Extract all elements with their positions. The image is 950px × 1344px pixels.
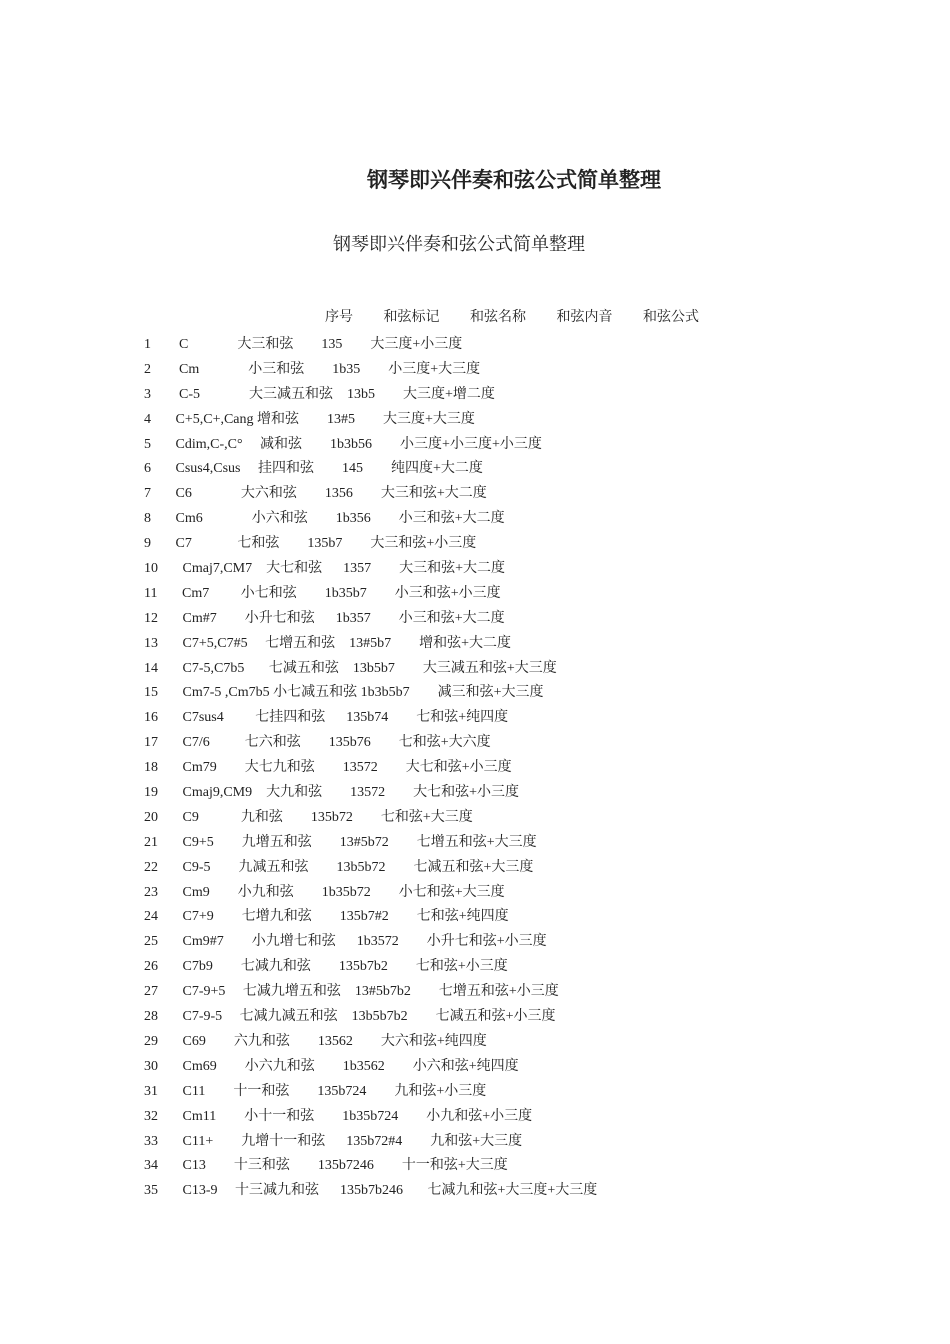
header-chord-symbol: 和弦标记	[383, 310, 440, 325]
table-row: 16 C7sus4 七挂四和弦 135b74 七和弦+纯四度	[144, 710, 509, 726]
table-row: 10 Cmaj7,CM7 大七和弦 1357 大三和弦+大二度	[144, 561, 506, 577]
header-chord-tones: 和弦内音	[556, 310, 613, 325]
table-row: 34 C13 十三和弦 135b7246 十一和弦+大三度	[144, 1158, 508, 1174]
table-row: 18 Cm79 大七九和弦 13572 大七和弦+小三度	[144, 760, 512, 776]
table-header	[325, 306, 726, 326]
table-row: 23 Cm9 小九和弦 1b35b72 小七和弦+大三度	[144, 884, 505, 900]
header-chord-formula: 和弦公式	[643, 310, 699, 325]
table-row: 30 Cm69 小六九和弦 1b3562 小六和弦+纯四度	[144, 1058, 519, 1074]
table-row: 12 Cm#7 小升七和弦 1b357 小三和弦+大二度	[144, 610, 505, 626]
table-row: 31 C11 十一和弦 135b724 九和弦+小三度	[144, 1083, 487, 1099]
table-row: 11 Cm7 小七和弦 1b35b7 小三和弦+小三度	[144, 585, 501, 601]
table-row: 13 C7+5,C7#5 七增五和弦 13#5b7 增和弦+大二度	[144, 635, 511, 651]
header-chord-name: 和弦名称	[470, 310, 526, 325]
chord-table	[144, 335, 597, 1206]
table-row: 17 C7/6 七六和弦 135b76 七和弦+大六度	[144, 735, 491, 751]
table-row: 9 C7 七和弦 135b7 大三和弦+小三度	[144, 536, 477, 552]
table-row: 1 C 大三和弦 135 大三度+小三度	[144, 337, 463, 352]
table-row: 25 Cm9#7 小九增七和弦 1b3572 小升七和弦+小三度	[144, 934, 547, 950]
table-row: 5 Cdim,C-,C° 减和弦 1b3b56 小三度+小三度+小三度	[144, 436, 542, 452]
table-row: 2 Cm 小三和弦 1b35 小三度+大三度	[144, 361, 481, 377]
table-row: 19 Cmaj9,CM9 大九和弦 13572 大七和弦+小三度	[144, 785, 520, 801]
header-index: 序号	[325, 310, 353, 325]
page-title: 钢琴即兴伴奏和弦公式简单整理	[367, 168, 661, 192]
table-row: 28 C7-9-5 七减九减五和弦 13b5b7b2 七减五和弦+小三度	[144, 1009, 556, 1025]
table-row: 29 C69 六九和弦 13562 大六和弦+纯四度	[144, 1033, 487, 1049]
table-row: 33 C11+ 九增十一和弦 135b72#4 九和弦+大三度	[144, 1133, 523, 1149]
document-subtitle: 钢琴即兴伴奏和弦公式简单整理	[333, 234, 585, 254]
table-row: 14 C7-5,C7b5 七减五和弦 13b5b7 大三减五和弦+大三度	[144, 660, 557, 676]
table-row: 35 C13-9 十三减九和弦 135b7b246 七减九和弦+大三度+大三度	[144, 1183, 598, 1199]
table-row: 20 C9 九和弦 135b72 七和弦+大三度	[144, 809, 473, 825]
table-row: 3 C-5 大三减五和弦 13b5 大三度+增二度	[144, 386, 495, 402]
table-row: 32 Cm11 小十一和弦 1b35b724 小九和弦+小三度	[144, 1108, 533, 1124]
table-row: 4 C+5,C+,Cang 增和弦 13#5 大三度+大三度	[144, 411, 475, 427]
table-row: 26 C7b9 七减九和弦 135b7b2 七和弦+小三度	[144, 959, 508, 975]
table-row: 22 C9-5 九减五和弦 13b5b72 七减五和弦+大三度	[144, 859, 534, 875]
table-row: 8 Cm6 小六和弦 1b356 小三和弦+大二度	[144, 511, 505, 527]
table-row: 27 C7-9+5 七减九增五和弦 13#5b7b2 七增五和弦+小三度	[144, 984, 559, 1000]
table-row: 15 Cm7-5 ,Cm7b5 小七减五和弦 1b3b5b7 减三和弦+大三度	[144, 685, 544, 701]
table-row: 6 Csus4,Csus 挂四和弦 145 纯四度+大二度	[144, 461, 483, 477]
table-row: 7 C6 大六和弦 1356 大三和弦+大二度	[144, 486, 487, 502]
table-row: 21 C9+5 九增五和弦 13#5b72 七增五和弦+大三度	[144, 834, 537, 850]
table-row: 24 C7+9 七增九和弦 135b7#2 七和弦+纯四度	[144, 909, 509, 925]
